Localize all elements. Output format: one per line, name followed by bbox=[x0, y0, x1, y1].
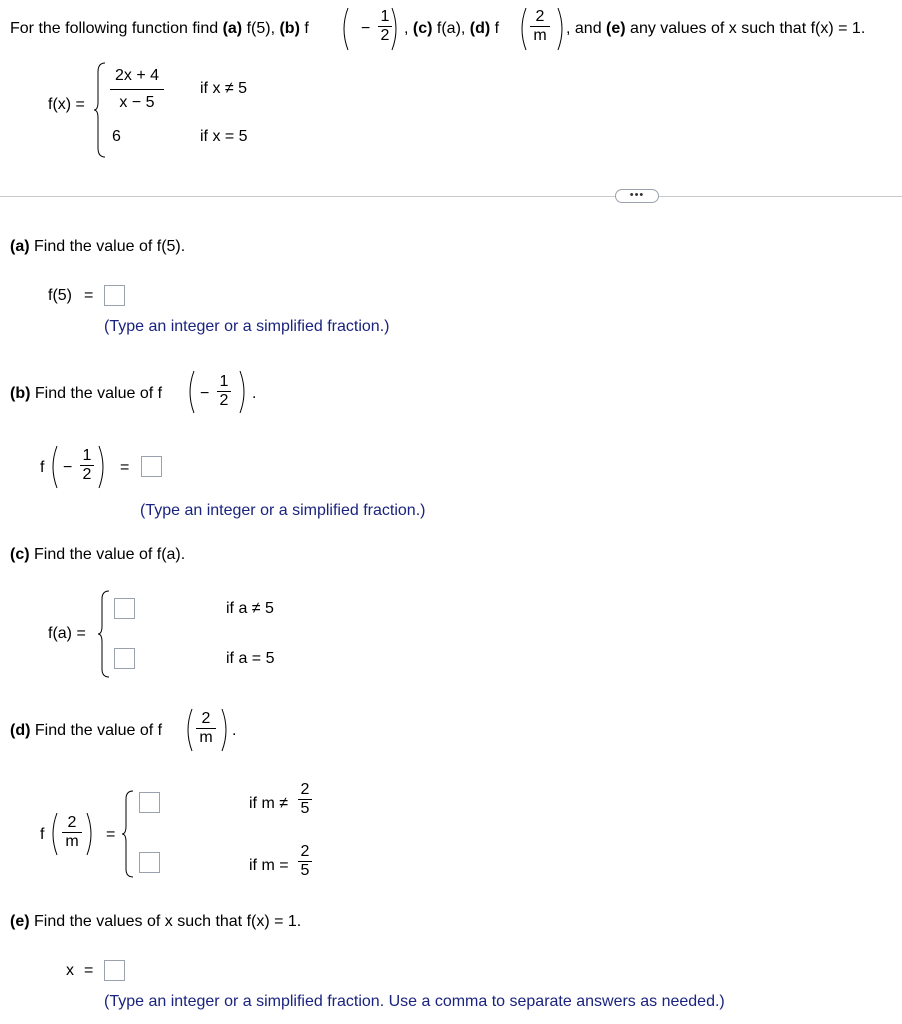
part-d-title: (d) Find the value of f bbox=[10, 722, 163, 739]
part-d-title-fraction: 2 m bbox=[196, 710, 216, 747]
part-b-hint: (Type an integer or a simplified fraction.) bbox=[140, 502, 426, 519]
part-c-title: (c) Find the value of f(a). bbox=[10, 546, 186, 563]
more-options-button[interactable]: ••• bbox=[615, 189, 659, 203]
part-a-answer-input[interactable] bbox=[104, 285, 125, 306]
section-divider bbox=[0, 196, 902, 197]
question-header: For the following function find (a) f(5), (b) f bbox=[10, 20, 309, 37]
part-d-brace bbox=[122, 790, 134, 878]
part-d-condition-1: if m ≠ bbox=[249, 795, 288, 812]
part-b-title-period: . bbox=[252, 385, 257, 402]
part-b-lhs-f: f bbox=[40, 459, 45, 476]
part-e-hint: (Type an integer or a simplified fraction. Use a comma to separate answers as needed.) bbox=[104, 993, 725, 1010]
part-c-brace bbox=[98, 590, 110, 678]
part-c-condition-2: if a = 5 bbox=[226, 650, 275, 667]
question-header-cont: , (c) f(a), (d) f bbox=[404, 20, 500, 37]
part-d-input-1[interactable] bbox=[139, 792, 160, 813]
definition-value-2: 6 bbox=[112, 128, 121, 145]
part-b-equals: = bbox=[120, 459, 130, 476]
part-c-condition-1: if a ≠ 5 bbox=[226, 600, 274, 617]
header-minus: − bbox=[361, 20, 371, 37]
part-b-lhs-fraction: 1 2 bbox=[80, 447, 94, 484]
header-fraction-half: 1 2 bbox=[378, 8, 392, 45]
part-d-input-2[interactable] bbox=[139, 852, 160, 873]
part-b-title: (b) Find the value of f bbox=[10, 385, 163, 402]
part-d-condition-2-fraction: 2 5 bbox=[298, 843, 312, 880]
part-d-lhs-fraction: 2 m bbox=[62, 814, 82, 851]
part-e-lhs: x bbox=[66, 962, 74, 979]
part-b-lhs-paren bbox=[49, 443, 107, 491]
part-e-equals: = bbox=[84, 962, 94, 979]
function-lhs: f(x) = bbox=[48, 96, 85, 113]
header-fraction-2m: 2 m bbox=[530, 8, 550, 45]
part-b-lhs-minus: − bbox=[63, 459, 73, 476]
part-a-lhs: f(5) bbox=[48, 287, 72, 304]
part-d-condition-2: if m = bbox=[249, 857, 289, 874]
part-c-lhs: f(a) = bbox=[48, 625, 86, 642]
part-c-input-2[interactable] bbox=[114, 648, 135, 669]
part-a-title: (a) Find the value of f(5). bbox=[10, 238, 186, 255]
part-d-condition-1-fraction: 2 5 bbox=[298, 781, 312, 818]
part-b-title-fraction: 1 2 bbox=[217, 373, 231, 410]
definition-fraction: 2x + 4 x − 5 bbox=[110, 66, 164, 113]
part-d-equals: = bbox=[106, 826, 116, 843]
part-d-lhs-f: f bbox=[40, 826, 45, 843]
part-b-answer-input[interactable] bbox=[141, 456, 162, 477]
part-c-input-1[interactable] bbox=[114, 598, 135, 619]
definition-condition-2: if x = 5 bbox=[200, 128, 248, 145]
part-a-hint: (Type an integer or a simplified fraction.) bbox=[104, 318, 390, 335]
part-b-title-minus: − bbox=[200, 385, 210, 402]
part-d-title-period: . bbox=[232, 722, 237, 739]
part-a-equals: = bbox=[84, 287, 94, 304]
definition-brace bbox=[94, 62, 106, 158]
definition-condition-1: if x ≠ 5 bbox=[200, 80, 248, 97]
question-header-end: , and (e) any values of x such that f(x) = 1. bbox=[566, 20, 866, 37]
part-e-answer-input[interactable] bbox=[104, 960, 125, 981]
part-e-title: (e) Find the values of x such that f(x) = 1. bbox=[10, 913, 302, 930]
